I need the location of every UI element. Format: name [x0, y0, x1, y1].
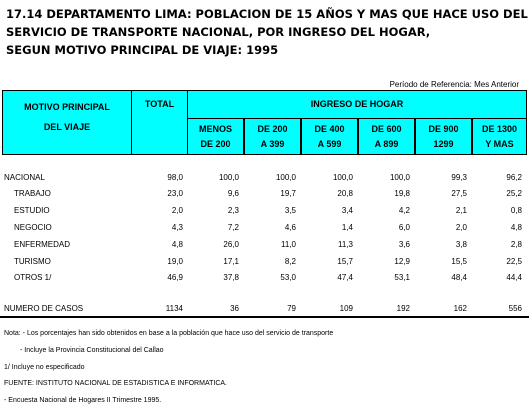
- note-1: Nota: - Los porcentajes han sido obtenidos en base a la población que hace uso del servicio de transporte: [4, 330, 334, 337]
- header-bracket: [415, 118, 472, 155]
- note-3: 1/ Incluye no especificado: [4, 364, 85, 371]
- row-value: 12,9: [394, 257, 410, 266]
- row-value: 46,9: [167, 273, 183, 282]
- row-value: 100,0: [389, 173, 410, 182]
- header-bracket-line: DE 600: [371, 124, 402, 134]
- row-label: ESTUDIO: [14, 206, 50, 215]
- row-value: 100,0: [275, 173, 296, 182]
- header-ingreso: [187, 90, 527, 119]
- title-line-1: 17.14 DEPARTAMENTO LIMA: POBLACION DE 15 AÑOS Y MAS QUE HACE USO DEL: [6, 7, 528, 21]
- row-label: TURISMO: [14, 257, 51, 266]
- header-bracket-line: A 899: [374, 139, 399, 149]
- header-bracket: [472, 118, 527, 155]
- row-value: 53,0: [280, 273, 296, 282]
- bottom-rule: [0, 316, 529, 318]
- row-value: 2,3: [227, 206, 239, 215]
- header-bracket-line: DE 200: [200, 139, 231, 149]
- row-value: 37,8: [223, 273, 239, 282]
- row-value: 99,3: [451, 173, 467, 182]
- row-value: 96,2: [506, 173, 522, 182]
- row-value: 17,1: [223, 257, 239, 266]
- row-value: 27,5: [451, 189, 467, 198]
- row-value: 4,8: [171, 240, 183, 249]
- table-title: [6, 5, 526, 59]
- header-total: [131, 90, 188, 155]
- row-value: 11,0: [281, 240, 296, 249]
- row-value: 2,0: [455, 223, 467, 232]
- row-label: TRABAJO: [14, 189, 51, 198]
- table-row: [0, 189, 529, 203]
- header-bracket-line: DE 900: [428, 124, 459, 134]
- row-value: 19,8: [394, 189, 410, 198]
- row-value: 98,0: [167, 173, 183, 182]
- table-row: [0, 273, 529, 287]
- row-value: 3,8: [455, 240, 467, 249]
- header-ingreso-label: INGRESO DE HOGAR: [310, 99, 404, 109]
- row-value: 15,5: [451, 257, 467, 266]
- row-value: 19,0: [167, 257, 183, 266]
- header-bracket-line: DE 1300: [481, 124, 518, 134]
- row-value: 7,2: [227, 223, 239, 232]
- row-value: 109: [339, 304, 353, 313]
- row-value: 556: [508, 304, 522, 313]
- row-value: 0,8: [510, 206, 522, 215]
- note-source: FUENTE: INSTITUTO NACIONAL DE ESTADISTICA E INFORMATICA.: [4, 380, 227, 387]
- row-label: ENFERMEDAD: [14, 240, 71, 249]
- row-label: OTROS 1/: [14, 273, 52, 282]
- note-2: - Incluye la Provincia Constitucional del Callao: [20, 347, 164, 354]
- row-value: 3,6: [398, 240, 410, 249]
- row-value: 2,1: [455, 206, 467, 215]
- table-row: [0, 173, 529, 187]
- row-value: 9,6: [227, 189, 239, 198]
- header-bracket: [244, 118, 301, 155]
- row-value: 79: [287, 304, 296, 313]
- row-value: 4,3: [171, 223, 183, 232]
- header-bracket-line: 1299: [433, 139, 454, 149]
- header-bracket-line: DE 200: [257, 124, 288, 134]
- header-motivo: [2, 90, 132, 155]
- row-value: 3,5: [284, 206, 296, 215]
- row-value: 4,6: [284, 223, 296, 232]
- header-motivo-line1: MOTIVO PRINCIPAL: [24, 102, 110, 112]
- table-row: [0, 240, 529, 254]
- row-value: 19,7: [280, 189, 296, 198]
- row-value: 26,0: [223, 240, 239, 249]
- row-value: 4,2: [398, 206, 410, 215]
- header-bracket-line: DE 400: [314, 124, 345, 134]
- row-value: 162: [453, 304, 467, 313]
- row-value: 2,0: [171, 206, 183, 215]
- row-value: 11,3: [338, 240, 353, 249]
- row-value: 25,2: [506, 189, 522, 198]
- row-value: 20,8: [337, 189, 353, 198]
- header-bracket-line: Y MAS: [485, 139, 514, 149]
- row-label: NUMERO DE CASOS: [4, 304, 84, 313]
- row-value: 44,4: [506, 273, 522, 282]
- row-value: 3,4: [341, 206, 353, 215]
- table-row: [0, 223, 529, 237]
- header-bracket-line: MENOS: [198, 124, 232, 134]
- row-value: 100,0: [332, 173, 353, 182]
- row-value: 47,4: [337, 273, 353, 282]
- row-value: 2,8: [510, 240, 522, 249]
- header-total-label: TOTAL: [144, 99, 175, 109]
- table-row: [0, 206, 529, 220]
- row-label: NACIONAL: [4, 173, 45, 182]
- row-value: 6,0: [398, 223, 410, 232]
- row-value: 15,7: [337, 257, 353, 266]
- row-value: 192: [396, 304, 410, 313]
- row-value: 1134: [165, 304, 183, 313]
- reference-period: Período de Referencia: Mes Anterior: [389, 80, 519, 89]
- row-value: 22,5: [506, 257, 522, 266]
- row-value: 23,0: [167, 189, 183, 198]
- note-survey: - Encuesta Nacional de Hogares II Trimestre 1995.: [4, 397, 162, 404]
- row-value: 48,4: [451, 273, 467, 282]
- row-value: 36: [230, 304, 239, 313]
- header-bracket: [301, 118, 358, 155]
- header-bracket: [187, 118, 244, 155]
- row-label: NEGOCIO: [14, 223, 52, 232]
- header-bracket: [358, 118, 415, 155]
- row-value: 8,2: [284, 257, 296, 266]
- row-value: 100,0: [218, 173, 239, 182]
- row-value: 4,8: [510, 223, 522, 232]
- table-row: [0, 257, 529, 271]
- header-bracket-line: A 399: [260, 139, 285, 149]
- row-value: 1,4: [341, 223, 353, 232]
- row-value: 53,1: [394, 273, 410, 282]
- title-line-2: SERVICIO DE TRANSPORTE NACIONAL, POR INGRESO DEL HOGAR,: [6, 25, 431, 39]
- title-line-3: SEGUN MOTIVO PRINCIPAL DE VIAJE: 1995: [6, 43, 279, 57]
- header-bracket-line: A 599: [317, 139, 342, 149]
- header-motivo-line2: DEL VIAJE: [43, 122, 91, 132]
